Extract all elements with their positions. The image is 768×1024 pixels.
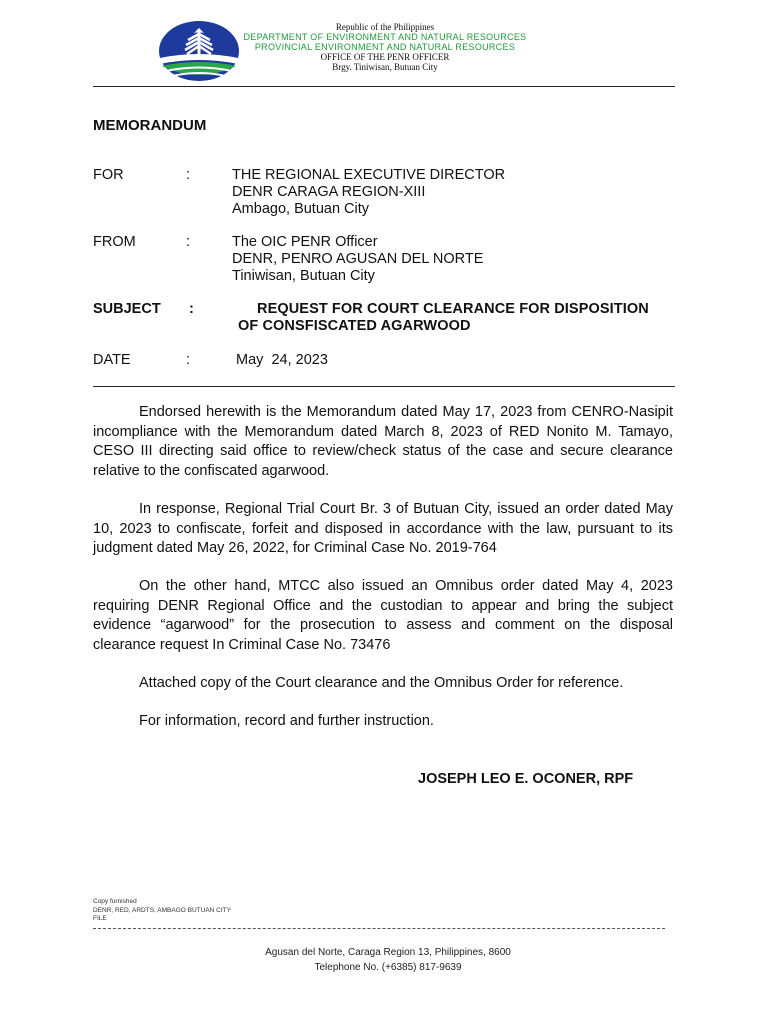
footer-telephone: Telephone No. (+6385) 817-9639 [314,962,462,973]
denr-logo [158,20,240,82]
footer-divider [93,928,665,929]
for-line: DENR CARAGA REGION-XIII [232,184,426,200]
from-label: FROM [93,234,136,250]
copy-furnished-line: FILE [93,915,107,922]
body-paragraph-3: On the other hand, MTCC also issued an Omnibus order dated May 4, 2023 requiring DENR Regional Office and the custodian to appear and bring the subject evidence “agarwood” for the prosecution to assess and comment on the disposal clearance request In Criminal Case No. 73476 [93,578,673,653]
from-colon: : [186,234,191,250]
copy-furnished-line: DENR, RED, ARDTS, AMBAGO BUTUAN CITY [93,907,231,914]
body-paragraph-4: Attached copy of the Court clearance and the Omnibus Order for reference. [139,675,624,691]
subject-line-1: REQUEST FOR COURT CLEARANCE FOR DISPOSITION [257,301,649,317]
header-department: DEPARTMENT OF ENVIRONMENT AND NATURAL RESOURCES [243,32,527,42]
memo-title: MEMORANDUM [93,117,207,134]
footer-address: Agusan del Norte, Caraga Region 13, Philippines, 8600 [265,947,511,958]
copy-furnished-label: Copy furnished [93,898,137,905]
subject-line-2: OF CONSFISCATED AGARWOOD [238,318,471,334]
date-label: DATE [93,352,131,368]
subject-colon: : [189,301,194,317]
date-value: May 24, 2023 [236,352,328,368]
signatory-name: JOSEPH LEO E. OCONER, RPF [418,771,634,787]
subject-label: SUBJECT [93,301,161,317]
header-republic: Republic of the Philippines [335,22,435,32]
for-line: Ambago, Butuan City [232,201,370,217]
header-address: Brgy. Tiniwisan, Butuan City [332,62,438,72]
body-paragraph-1: Endorsed herewith is the Memorandum dated May 17, 2023 from CENRO-Nasipit incompliance with the Memorandum dated March 8, 2023 of RED Nonito M. Tamayo, CESO III directing said office to review/check status of the case and secure clearance relative to the confiscated agarwood. [93,404,673,479]
for-recipient [232,167,505,218]
body-paragraph-5: For information, record and further instruction. [139,713,434,729]
from-sender [232,234,483,285]
for-line: THE REGIONAL EXECUTIVE DIRECTOR [232,167,506,183]
header-provincial: PROVINCIAL ENVIRONMENT AND NATURAL RESOURCES [254,42,516,52]
header-body-divider [93,386,675,387]
header-office: OFFICE OF THE PENR OFFICER [320,52,450,62]
from-line: DENR, PENRO AGUSAN DEL NORTE [232,251,484,267]
date-colon: : [186,352,191,368]
body-paragraph-2: In response, Regional Trial Court Br. 3 of Butuan City, issued an order dated May 10, 2023 to confiscate, forfeit and disposed in accordance with the law, pursuant to its judgment dated May 26, 2022, for Criminal Case No. 2019-764 [93,501,673,556]
for-label: FOR [93,167,124,183]
from-line: Tiniwisan, Butuan City [232,268,375,284]
from-line: The OIC PENR Officer [232,234,378,250]
header-divider [93,86,675,87]
for-colon: : [186,167,191,183]
